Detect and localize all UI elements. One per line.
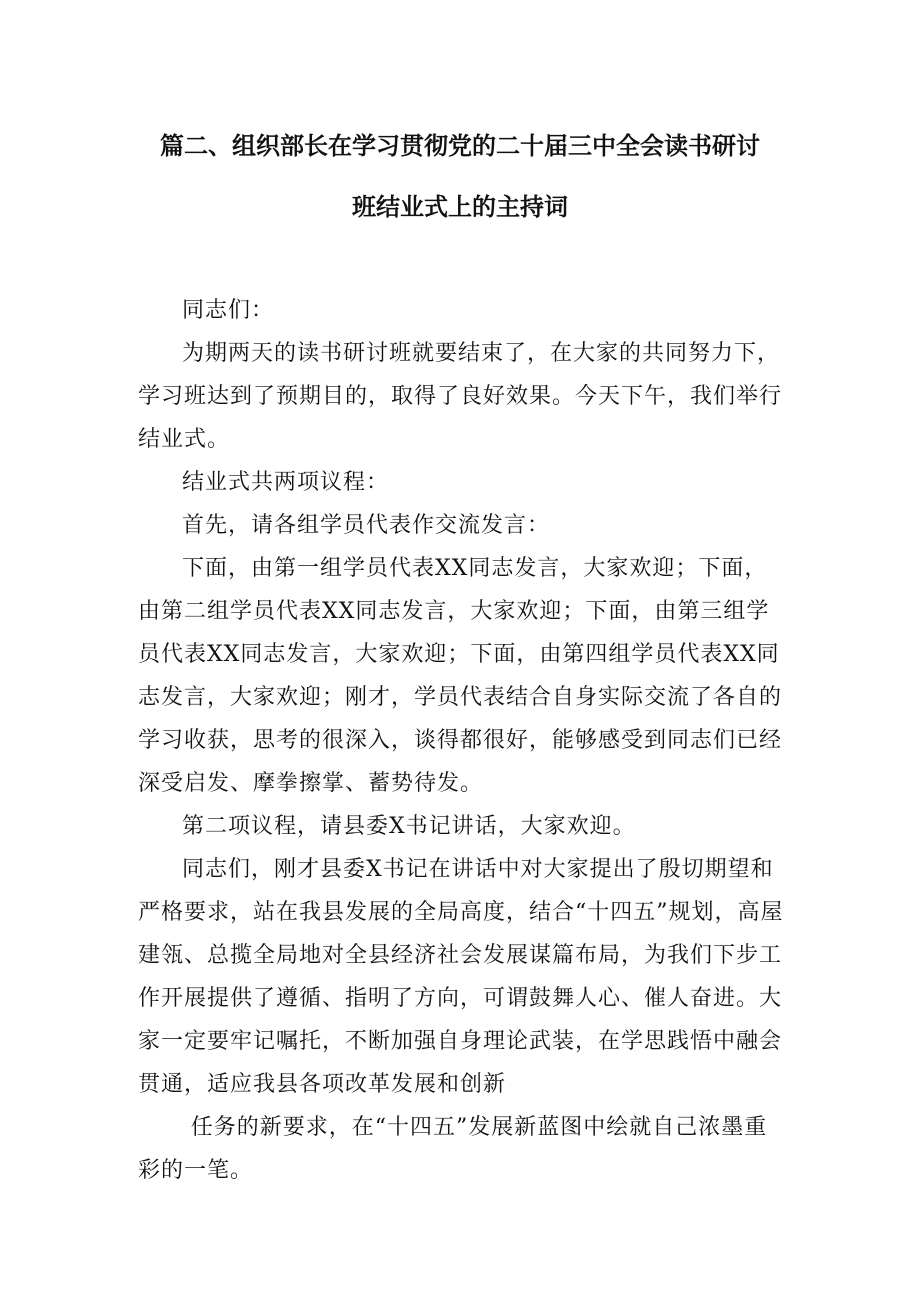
paragraph-representatives: 下面，由第一组学员代表XX同志发言，大家欢迎；下面，由第二组学员代表XX同志发言，大家欢迎；下面，由第三组学员代表XX同志发言，大家欢迎；下面，由第四组学员代表XX同志发言，大家欢迎；刚才，学员代表结合自身实际交流了各自的学习收获，思考的很深入，谈得都很好，能够感受到同志们已经深受启发、摩拳擦掌、蓄势待发。: [138, 556, 783, 796]
document-title-line-1: 篇二、组织部长在学习贯彻党的二十届三中全会读书研讨: [160, 132, 760, 160]
paragraph-summary: 同志们，刚才县委X书记在讲话中对大家提出了殷切期望和严格要求，站在我县发展的全局高度，结合“十四五”规划，高屋建瓴、总揽全局地对全县经济社会发展谋篇布局，为我们下步工作开展提供了遵循、指明了方向，可谓鼓舞人心、催人奋进。大家一定要牢记嘱托，不断加强自身理论武装，在学思践悟中融会贯通，适应我县各项改革发展和创新: [138, 857, 784, 1097]
paragraph-second-item: 第二项议程，请县委X书记讲话，大家欢迎。: [182, 814, 636, 839]
document-title-line-2: 班结业式上的主持词: [352, 193, 568, 221]
paragraph-opening: 为期两天的读书研讨班就要结束了，在大家的共同努力下，学习班达到了预期目的，取得了良好效果。今天下午，我们举行结业式。: [138, 341, 783, 452]
paragraph-salutation: 同志们：: [182, 298, 275, 323]
document-body: [138, 289, 788, 1192]
paragraph-first-item: 首先，请各组学员代表作交流发言：: [182, 513, 551, 538]
paragraph-closing: 任务的新要求，在“十四五”发展新蓝图中绘就自己浓墨重彩的一笔。: [138, 1115, 768, 1183]
paragraph-agenda: 结业式共两项议程：: [182, 470, 390, 495]
